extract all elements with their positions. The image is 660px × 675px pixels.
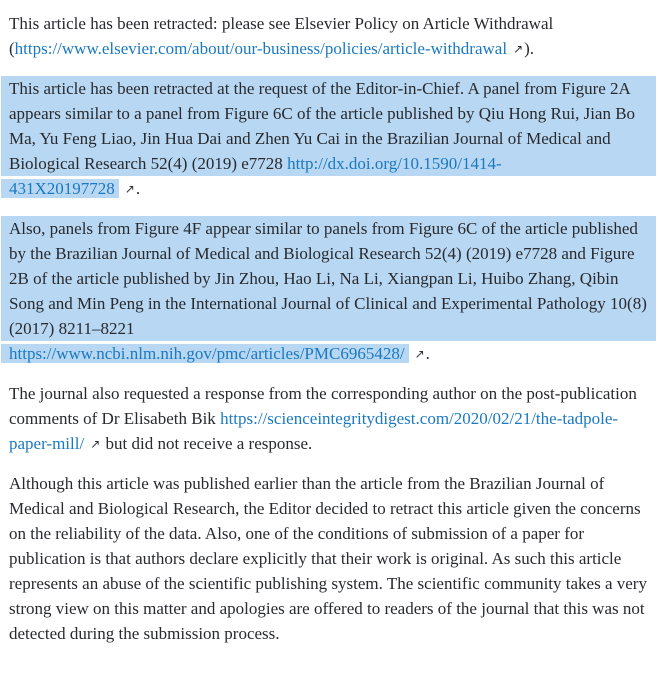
- external-link-icon[interactable]: ↗: [513, 42, 524, 56]
- retraction-reason-2-text: Also, panels from Figure 4F appear similar to panels from Figure 6C of the article published by the Brazilian Journal of Medical and Biological Research 52(4) (2019) e7728 and Figure 2B of the article published by Jin Zhou, Hao Li, Na Li, Xiangpan Li, Huibo Zhang, Qibin Song and Min Peng in the International Journal of Clinical and Experimental Pathology 10(8) (2017) 8211–8221: [9, 219, 647, 338]
- external-link-icon[interactable]: ↗: [90, 437, 101, 451]
- external-link-icon[interactable]: ↗: [414, 347, 425, 361]
- doi-link[interactable]: http://dx.doi.org/10.1590/1414-: [287, 154, 502, 173]
- retraction-reason-2-paragraph: [9, 216, 651, 368]
- retraction-reason-2-tail-line: [9, 341, 651, 368]
- sentence-period: .: [135, 179, 141, 198]
- author-response-paragraph: [9, 381, 651, 458]
- elsevier-policy-link[interactable]: https://www.elsevier.com/about/our-business/policies/article-withdrawal: [14, 39, 508, 58]
- retraction-reason-1-tail-line: [9, 176, 651, 203]
- highlighted-text-block-2: [1, 216, 656, 341]
- withdrawal-policy-text-after: ).: [524, 39, 535, 58]
- sentence-period: .: [425, 344, 430, 363]
- retraction-reason-1-paragraph: [9, 76, 651, 203]
- retraction-reason-1-text: This article has been retracted at the request of the Editor-in-Chief. A panel from Figure 2A appears similar to a panel from Figure 6C of the article published by Qiu Hong Rui, Jian Bo Ma, Yu Feng Liao, Jin Hua Dai and Zhen Yu Cai in the Brazilian Journal of Medical and Biological Research 52(4) (2019) e7728: [9, 79, 636, 173]
- doi-link-continuation[interactable]: 431X20197728: [1, 179, 119, 198]
- retraction-notice: [9, 11, 651, 646]
- external-link-icon[interactable]: ↗: [124, 182, 135, 196]
- author-response-text-after: but did not receive a response.: [101, 434, 313, 453]
- author-response-text: The journal also requested a response from the corresponding author on the post-publication comments of Dr Elisabeth Bik: [9, 384, 637, 428]
- withdrawal-policy-text: This article has been retracted: please see Elsevier Policy on Article Withdrawal (: [9, 14, 554, 58]
- science-integrity-digest-link[interactable]: https://scienceintegritydigest.com/2020/02/21/the-tadpole-paper-mill/: [9, 409, 619, 453]
- editor-decision-text: Although this article was published earlier than the article from the Brazilian Journal of Medical and Biological Research, the Editor decided to retract this article given the concerns on the reliability of the data. Also, one of the conditions of submission of a paper for publication is that authors declare explicitly that their work is original. As such this article represents an abuse of the scientific publishing system. The scientific community takes a very strong view on this matter and apologies are offered to readers of the journal that this was not detected during the submission process.: [9, 474, 647, 643]
- pmc-article-link[interactable]: https://www.ncbi.nlm.nih.gov/pmc/articles/PMC6965428/: [1, 344, 409, 363]
- highlighted-text-block-1: [1, 76, 656, 176]
- withdrawal-policy-paragraph: [9, 11, 651, 63]
- editor-decision-paragraph: [9, 471, 651, 646]
